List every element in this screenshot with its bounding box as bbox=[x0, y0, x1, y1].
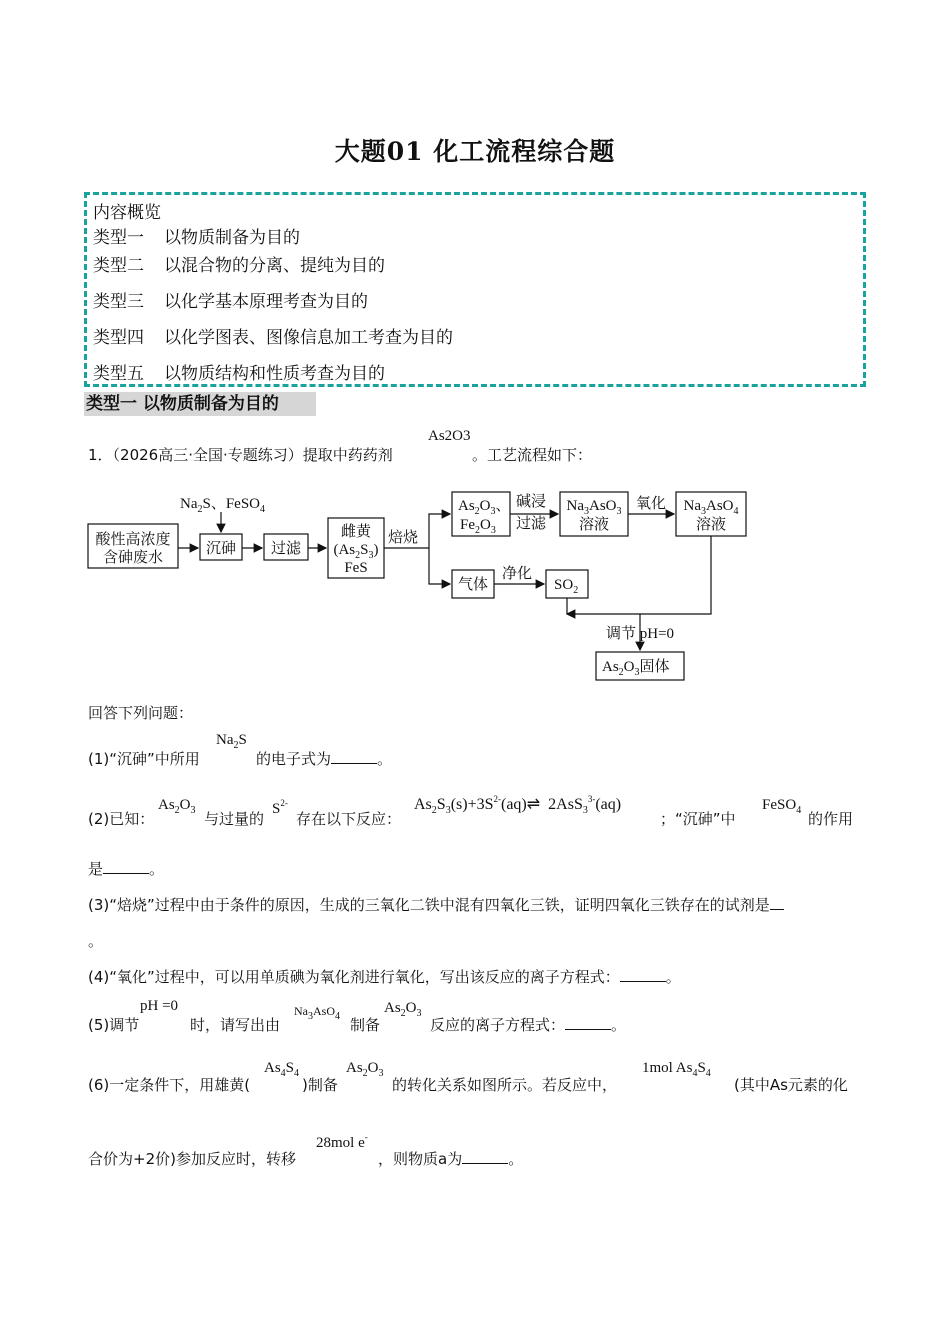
formula-feso4: FeSO$_4$ bbox=[762, 797, 802, 816]
formula-as2o3: $As_2O_3$ bbox=[346, 1060, 384, 1079]
arsenite-label-2: 溶液 bbox=[578, 517, 610, 533]
product-label: $As_2O_3$固体 bbox=[602, 659, 670, 678]
part-2-line2: 是 。 bbox=[88, 860, 165, 878]
part-2-text-c: 存在以下反应： bbox=[296, 810, 402, 828]
purify-label: 净化 bbox=[502, 566, 533, 582]
part-3-line2: 。 bbox=[88, 932, 104, 950]
overview-item: 类型一 以物质制备为目的 bbox=[93, 228, 300, 248]
precip-label: 沉砷 bbox=[205, 541, 237, 557]
part-1-text: (1)“沉砷”中所用 bbox=[88, 750, 200, 768]
part-2-text-e: 的作用 bbox=[808, 810, 854, 828]
arrow bbox=[429, 548, 450, 584]
reagent-label: $Na_2S$、FeSO$_4$ bbox=[180, 496, 266, 515]
part-2-text: (2)已知： bbox=[88, 810, 155, 828]
part-5-text-c: 制备 bbox=[350, 1016, 381, 1034]
gas-label: 气体 bbox=[457, 577, 489, 593]
overview-item: 类型三 以化学基本原理考查为目的 bbox=[93, 292, 368, 312]
answer-blank[interactable] bbox=[565, 1016, 611, 1030]
arrow bbox=[429, 514, 450, 548]
part-2-text-d: ；“沉砷”中 bbox=[660, 810, 736, 828]
leach-label-2: 过滤 bbox=[516, 516, 547, 532]
orpiment-label-3: FeS bbox=[344, 560, 368, 576]
equilibrium-equation: $As_2S_3(s)+3S^{2-}(aq)\rightleftharpoons$ 2AsS$_3^{3-}$(aq) bbox=[414, 794, 622, 816]
part-4-text: (4)“氧化”过程中，可以用单质碘为氧化剂进行氧化，写出该反应的离子方程式： 。 bbox=[88, 968, 681, 986]
formula-as4s4: $As_4S_4$ bbox=[264, 1060, 300, 1079]
formula-28mol-e: 28mol e- bbox=[316, 1132, 368, 1151]
formula-s2minus: $S^{2-}$ bbox=[272, 798, 288, 817]
formula-1mol-as4s4: 1mol $As_4S_4$ bbox=[642, 1060, 711, 1079]
page-title: 大题01 化工流程综合题 bbox=[334, 137, 616, 166]
waste-label-2: 含砷废水 bbox=[102, 550, 164, 566]
so2-label: $SO_2$ bbox=[554, 577, 579, 596]
part-2-text-b: 与过量的 bbox=[204, 810, 265, 828]
part-3-text: (3)“焙烧”过程中由于条件的原因，生成的三氧化二铁中混有四氧化三铁，证明四氧化三铁存在的试剂是 bbox=[88, 894, 784, 915]
roast-label: 焙烧 bbox=[388, 530, 419, 546]
overview-heading: 内容概览 bbox=[93, 203, 161, 223]
formula-as2o3: $As_2O_3$ bbox=[384, 1000, 422, 1019]
answer-blank[interactable] bbox=[462, 1150, 508, 1164]
part-1-text-2: 的电子式为 。 bbox=[256, 750, 393, 768]
arsenate-label-1: $Na_3AsO_4$ bbox=[683, 498, 739, 517]
section-heading: 类型一 以物质制备为目的 bbox=[84, 392, 316, 416]
answer-blank[interactable] bbox=[331, 750, 377, 764]
formula-na3aso4: $Na_3AsO_4$ bbox=[294, 1004, 341, 1022]
leach-label-1: 碱浸 bbox=[516, 494, 547, 510]
overview-item: 类型二 以混合物的分离、提纯为目的 bbox=[93, 256, 385, 276]
part-6-line2-b: ，则物质a为 。 bbox=[378, 1150, 524, 1168]
process-flowchart bbox=[84, 488, 764, 688]
arsenate-label-2: 溶液 bbox=[695, 517, 727, 533]
part-6-line2: 合价为+2价)参加反应时，转移 bbox=[88, 1150, 296, 1168]
formula-as2o3: $As_2O_3$ bbox=[158, 797, 196, 816]
part-6-text-c: 的转化关系如图所示。若反应中， bbox=[392, 1076, 618, 1094]
answer-blank[interactable] bbox=[770, 896, 784, 910]
question-intro: 1．（2026高三·全国·专题练习）提取中药药剂 bbox=[88, 446, 393, 464]
part-5-text: (5)调节 bbox=[88, 1016, 140, 1034]
oxide-label-1: $As_2O_3$、 bbox=[458, 498, 511, 517]
orpiment-label-1: 雌黄 bbox=[340, 524, 372, 540]
answer-prompt: 回答下列问题： bbox=[88, 704, 194, 722]
question-intro-suffix: 。工艺流程如下： bbox=[472, 446, 593, 464]
part-6-text: (6)一定条件下，用雄黄( bbox=[88, 1076, 251, 1094]
formula-na2s: $Na_2S$ bbox=[216, 732, 247, 751]
oxidize-label: 氧化 bbox=[636, 496, 667, 512]
orpiment-label-2: $(As_2S_3)$ bbox=[333, 542, 379, 561]
oxide-label-2: $Fe_2O_3$ bbox=[460, 517, 496, 536]
overview-item: 类型四 以化学图表、图像信息加工考查为目的 bbox=[93, 328, 453, 348]
part-5-text-b: 时，请写出由 bbox=[190, 1016, 281, 1034]
waste-label-1: 酸性高浓度 bbox=[95, 532, 171, 548]
formula-as2o3: As2O3 bbox=[428, 428, 471, 444]
adjust-label: 调节 pH=0 bbox=[606, 626, 675, 642]
overview-item: 类型五 以物质结构和性质考查为目的 bbox=[93, 364, 385, 384]
arsenite-label-1: $Na_3AsO_3$ bbox=[566, 498, 622, 517]
part-6-text-b: )制备 bbox=[302, 1076, 338, 1094]
answer-blank[interactable] bbox=[620, 968, 666, 982]
part-5-text-d: 反应的离子方程式： 。 bbox=[430, 1016, 627, 1034]
formula-ph: pH =0 bbox=[140, 998, 179, 1014]
filter-label: 过滤 bbox=[270, 541, 302, 557]
part-6-text-d: (其中As元素的化 bbox=[734, 1076, 848, 1094]
answer-blank[interactable] bbox=[103, 860, 149, 874]
overview-box bbox=[84, 192, 866, 387]
